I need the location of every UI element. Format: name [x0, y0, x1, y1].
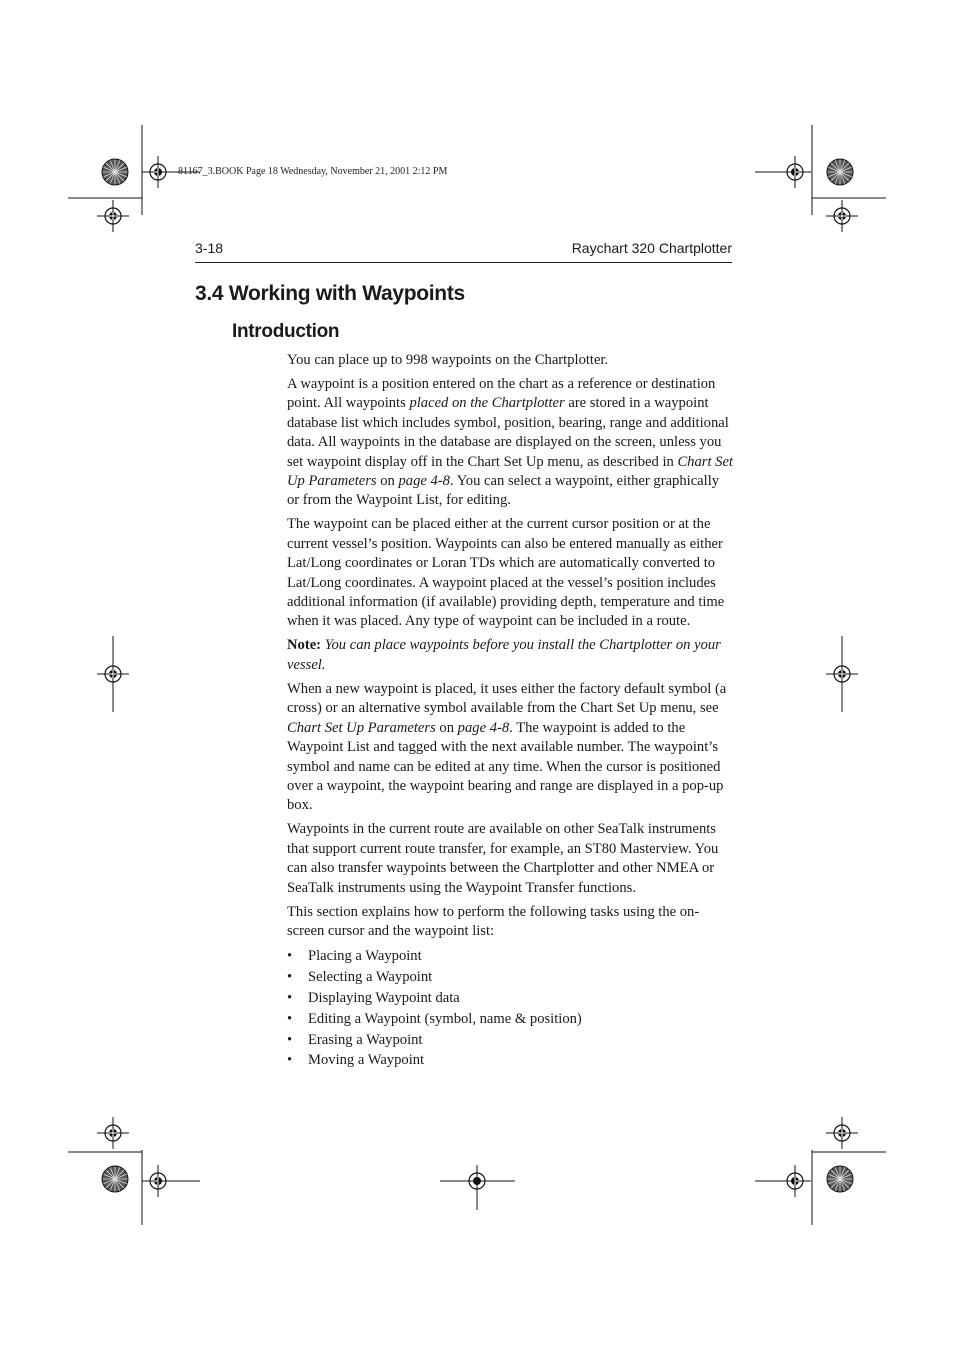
- bullet-icon: •: [287, 1010, 293, 1027]
- task-list: [287, 946, 734, 1071]
- list-item: • Displaying Waypoint data: [287, 988, 734, 1009]
- section-title: 3.4 Working with Waypoints: [195, 282, 465, 305]
- bullet-icon: •: [287, 1052, 293, 1069]
- paragraph-2: A waypoint is a position entered on the chart as a reference or destination point. All waypoints placed on the Chartplotter are stored in a waypoint database list which includes symbol, position, bearing, range and additional data. All waypoints in the database are displayed on the screen, unless you set waypoint display off in the Chart Set Up menu, as described in Chart Set Up Parameters on page 4-8. You can select a waypoint, either graphically or from the Waypoint List, for editing.: [287, 376, 733, 509]
- list-item: • Moving a Waypoint: [287, 1050, 734, 1071]
- paragraph-5: When a new waypoint is placed, it uses either the factory default symbol (a cross) or an alternative symbol available from the Chart Set Up menu, see Chart Set Up Parameters on page 4-8. The waypoint is added to the Waypoint List and tagged with the next available number. The waypoint’s symbol and name can be edited at any time. When the cursor is positioned over a waypoint, the waypoint bearing and range are displayed in a pop-up box.: [287, 680, 727, 814]
- note-text: You can place waypoints before you install the Chartplotter on your vessel.: [287, 637, 721, 673]
- paragraph-1: You can place up to 998 waypoints on the Chartplotter.: [287, 352, 609, 368]
- note: [287, 636, 734, 675]
- list-item: • Editing a Waypoint (symbol, name & position): [287, 1009, 734, 1030]
- bullet-icon: •: [287, 947, 293, 964]
- paragraph-3: The waypoint can be placed either at the current cursor position or at the current vessel’s position. Waypoints can also be entered manually as either Lat/Long coordinates or Loran TDs which are automatically converted to Lat/Long coordinates. A waypoint placed at the vessel’s position includes additional information (if available) providing depth, temperature and time when it was placed. Any type of waypoint can be included in a route.: [287, 516, 725, 630]
- bullet-icon: •: [287, 1031, 293, 1048]
- note-label: Note:: [287, 637, 322, 654]
- bullet-icon: •: [287, 968, 293, 985]
- book-title: Raychart 320 Chartplotter: [571, 240, 732, 256]
- bullet-icon: •: [287, 989, 293, 1006]
- body-text: [287, 351, 734, 1071]
- print-slug: 81167_3.BOOK Page 18 Wednesday, November 21, 2001 2:12 PM: [178, 166, 448, 177]
- page-number: 3-18: [195, 240, 224, 256]
- paragraph-7: This section explains how to perform the following tasks using the on-screen cursor and the waypoint list:: [287, 903, 700, 939]
- list-item: • Selecting a Waypoint: [287, 967, 734, 988]
- list-item: • Erasing a Waypoint: [287, 1030, 734, 1051]
- list-item: • Placing a Waypoint: [287, 946, 734, 967]
- paragraph-6: Waypoints in the current route are available on other SeaTalk instruments that support current route transfer, for example, an ST80 Masterview. You can also transfer waypoints between the Chartplotter and other NMEA or SeaTalk instruments using the Waypoint Transfer functions.: [287, 821, 719, 896]
- running-header: [195, 240, 732, 263]
- subsection-title: Introduction: [232, 321, 340, 342]
